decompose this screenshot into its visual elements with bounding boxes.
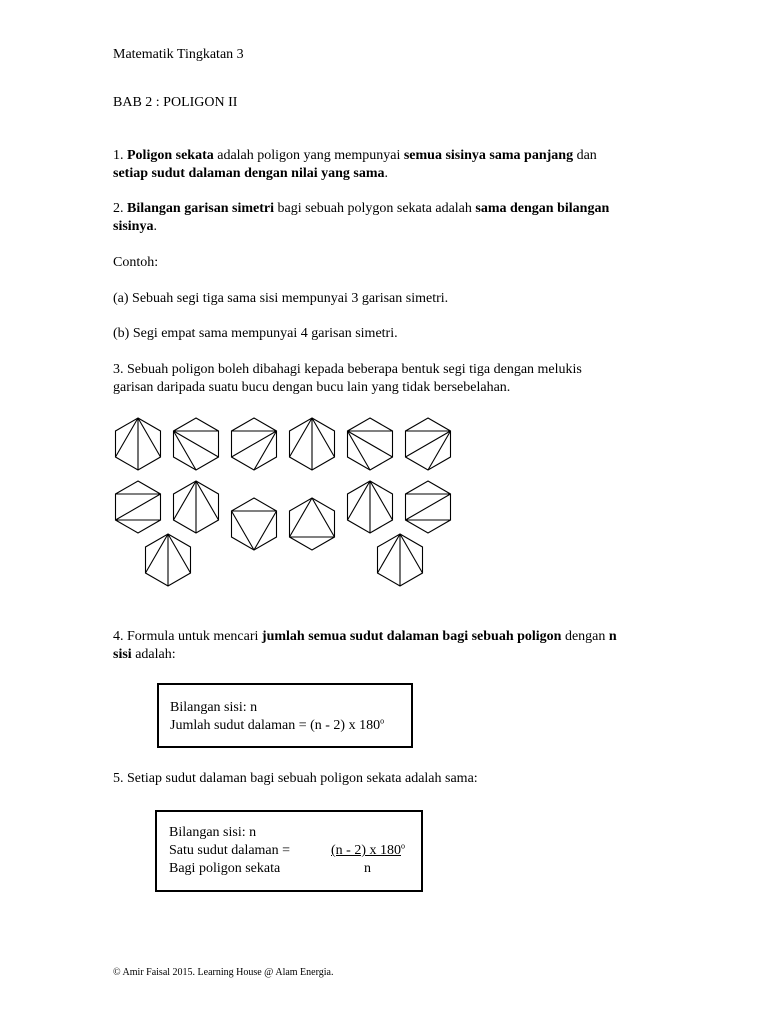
hexagon-diagonal (289, 418, 312, 457)
hexagon-diagonal (347, 481, 370, 520)
hexagon-diagonal (289, 498, 312, 537)
hexagon-14 (377, 534, 422, 586)
hexagon-8 (173, 481, 218, 533)
hexagon-5 (347, 418, 392, 470)
hexagon-6 (405, 418, 450, 470)
hexagon-12 (405, 481, 450, 533)
hexagon-9 (231, 498, 276, 550)
hexagon-diagonal (428, 431, 451, 470)
formula-box-sum-of-angles (157, 683, 413, 748)
hexagon-diagonal (312, 418, 335, 457)
formula-box-interior-angle (155, 810, 423, 892)
chapter-title: BAB 2 : POLIGON II (113, 95, 238, 110)
hexagon-outline (232, 498, 277, 550)
formula-denominator: n (364, 861, 371, 876)
hexagon-diagonal (115, 494, 160, 520)
formula-sum-angles: Jumlah sudut dalaman = (n - 2) x 180$^o$ (170, 716, 385, 733)
hexagon-11 (347, 481, 392, 533)
example-a: (a) Sebuah segi tiga sama sisi mempunyai 3 garisan simetri. (113, 291, 449, 306)
hexagon-4 (289, 418, 334, 470)
hexagon-diagonal (168, 534, 191, 573)
formula-regular-polygon-label: Bagi poligon sekata (169, 861, 281, 876)
hexagon-diagonal (312, 498, 335, 537)
hexagon-2 (173, 418, 218, 470)
hexagon-diagonal (347, 431, 392, 457)
example-b: (b) Segi empat sama mempunyai 4 garisan simetri. (113, 326, 398, 341)
hexagon-diagonal (254, 431, 277, 470)
hexagon-triangulation-figure (108, 410, 468, 596)
hexagon-diagonal (173, 431, 196, 470)
hexagon-3 (231, 418, 276, 470)
formula-one-angle-label: Satu sudut dalaman = (169, 843, 291, 858)
point-2: 2. Bilangan garisan simetri bagi sebuah polygon sekata adalah sama dengan bilangan sisinya. (113, 201, 610, 234)
point-4: 4. Formula untuk mencari jumlah semua sudut dalaman bagi sebuah poligon dengan n sisi adalah: (113, 629, 617, 662)
point-5: 5. Setiap sudut dalaman bagi sebuah poligon sekata adalah sama: (113, 771, 478, 786)
hexagon-diagonal (173, 481, 196, 520)
document-subject: Matematik Tingkatan 3 (113, 47, 244, 62)
hexagon-diagonal (173, 431, 218, 457)
hexagon-7 (115, 481, 160, 533)
formula-numerator: (n - 2) x 180$^o$ (331, 841, 405, 858)
hexagon-diagonal (145, 534, 168, 573)
hexagon-diagonal (370, 481, 393, 520)
example-label: Contoh: (113, 255, 159, 270)
hexagon-diagonal (138, 418, 161, 457)
page-footer: © Amir Faisal 2015. Learning House @ Alam Energia. (113, 967, 334, 978)
hexagon-diagonal (196, 481, 219, 520)
formula-sides-label-2: Bilangan sisi: n (169, 825, 257, 840)
hexagon-diagonal (231, 431, 276, 457)
hexagon-10 (289, 498, 334, 550)
hexagon-diagonal (405, 494, 450, 520)
hexagon-diagonal (377, 534, 400, 573)
hexagon-1 (115, 418, 160, 470)
hexagon-diagonal (400, 534, 423, 573)
formula-sides-label: Bilangan sisi: n (170, 700, 258, 715)
hexagon-13 (145, 534, 190, 586)
hexagon-diagonal (231, 511, 254, 550)
hexagon-diagonal (254, 511, 277, 550)
hexagon-outline (290, 498, 335, 550)
hexagon-diagonal (347, 431, 370, 470)
hexagon-diagonal (115, 418, 138, 457)
hexagon-diagonal (405, 431, 450, 457)
point-3: 3. Sebuah poligon boleh dibahagi kepada beberapa bentuk segi tiga dengan melukis garisan daripada suatu bucu dengan bucu lain yang tidak bersebelahan. (113, 362, 582, 395)
point-1: 1. Poligon sekata adalah poligon yang mempunyai semua sisinya sama panjang dan setiap sudut dalaman dengan nilai yang sama. (113, 148, 597, 181)
